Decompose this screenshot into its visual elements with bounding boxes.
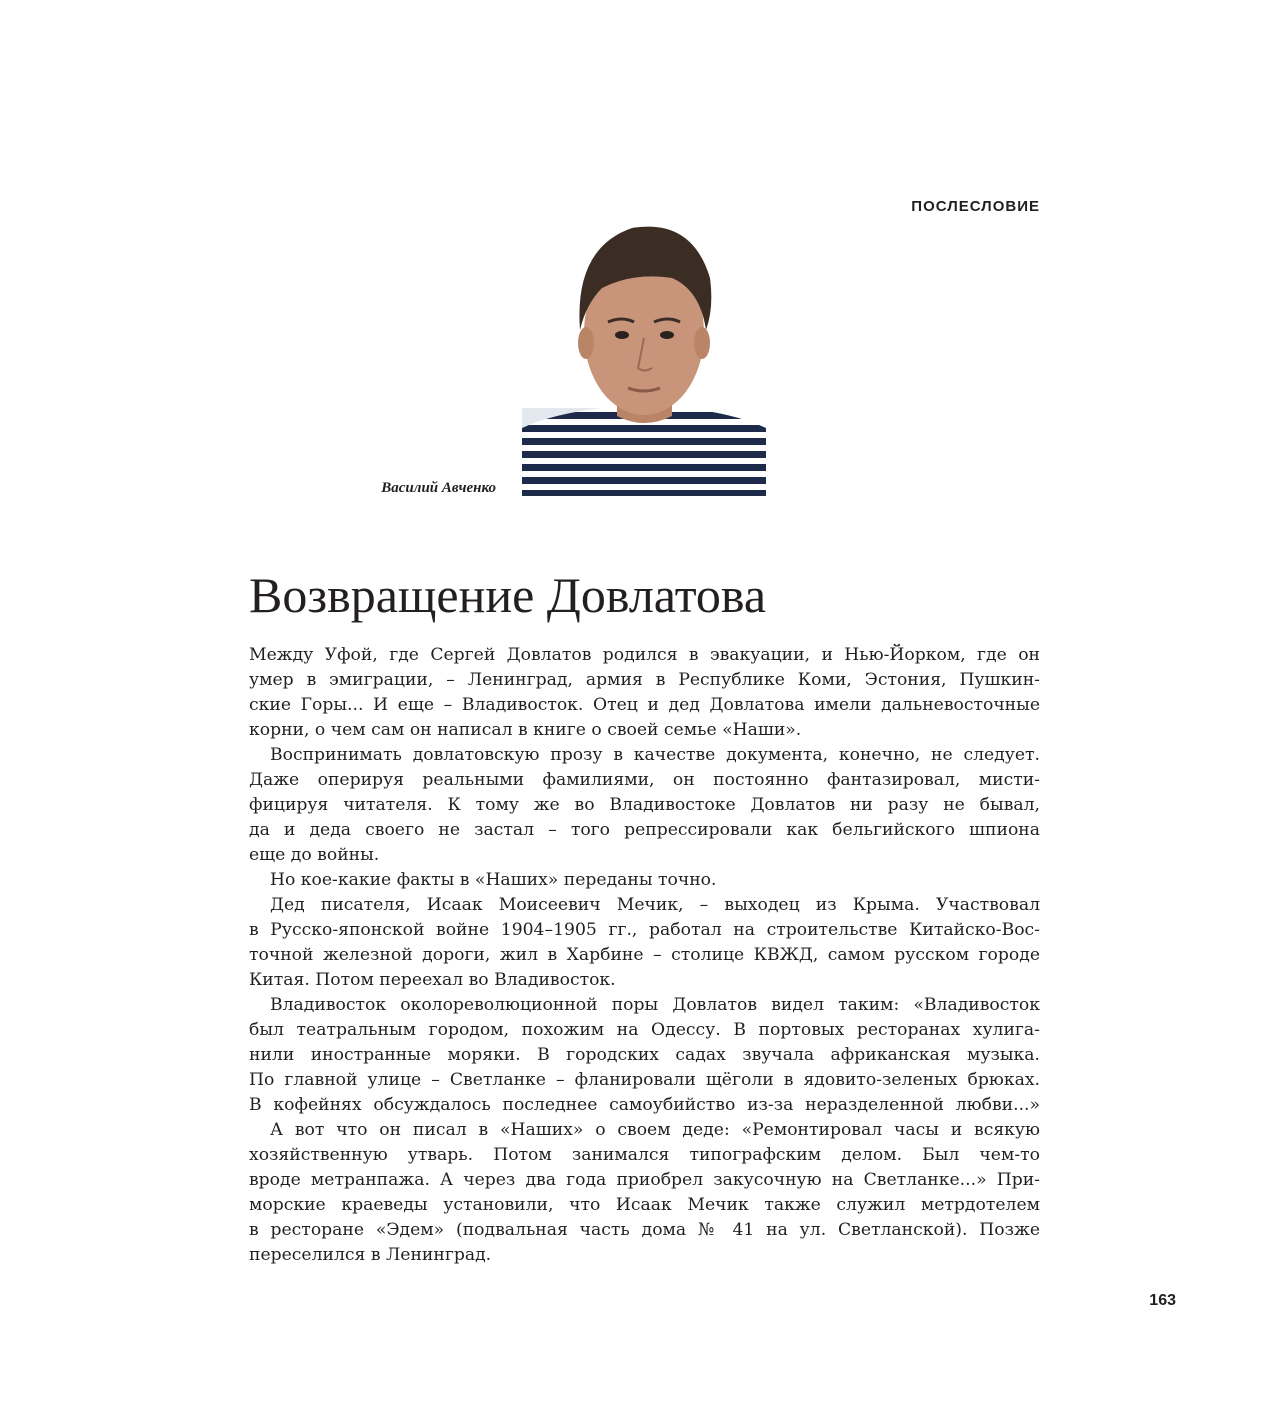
- text-line: был театральным городом, похожим на Одессу. В портовых ресторанах хулига-: [249, 1020, 1040, 1040]
- text-line: Даже оперируя реальными фамилиями, он постоянно фантазировал, мисти-: [249, 770, 1040, 790]
- text-line: Но кое-какие факты в «Наших» переданы точно.: [270, 870, 717, 890]
- text-line: в Русско-японской войне 1904–1905 гг., работал на строительстве Китайско-Вос-: [249, 920, 1040, 940]
- text-line: хозяйственную утварь. Потом занимался типографским делом. Был чем-то: [249, 1145, 1040, 1165]
- article-body: [249, 643, 1040, 1268]
- text-line: переселился в Ленинград.: [249, 1245, 492, 1265]
- text-line: По главной улице – Светланке – фланировали щёголи в ядовито-зеленых брюках.: [249, 1070, 1040, 1090]
- text-line: умер в эмиграции, – Ленинград, армия в Республике Коми, Эстония, Пушкин-: [249, 670, 1040, 690]
- text-line: ские Горы... И еще – Владивосток. Отец и дед Довлатова имели дальневосточные: [249, 695, 1040, 715]
- article-title: Возвращение Довлатова: [249, 567, 767, 623]
- author-caption: Василий Авченко: [381, 480, 496, 496]
- text-line: точной железной дороги, жил в Харбине – столице КВЖД, самом русском городе: [249, 945, 1040, 965]
- text-line: Китая. Потом переехал во Владивосток.: [249, 970, 616, 990]
- text-line: еще до войны.: [249, 845, 380, 865]
- author-photo: [522, 218, 766, 496]
- text-line: Между Уфой, где Сергей Довлатов родился в эвакуации, и Нью-Йорком, где он: [249, 645, 1040, 665]
- text-line: морские краеведы установили, что Исаак Мечик также служил метрдотелем: [249, 1195, 1040, 1215]
- text-line: А вот что он писал в «Наших» о своем деде: «Ремонтировал часы и всякую: [270, 1120, 1040, 1140]
- text-line: да и деда своего не застал – того репрессировали как бельгийского шпиона: [249, 820, 1040, 840]
- text-line: В кофейнях обсуждалось последнее самоубийство из-за неразделенной любви...»: [249, 1095, 1040, 1115]
- text-line: в ресторане «Эдем» (подвальная часть дома № 41 на ул. Светланской). Позже: [249, 1220, 1040, 1240]
- text-line: корни, о чем сам он написал в книге о своей семье «Наши».: [249, 720, 802, 740]
- text-line: нили иностранные моряки. В городских садах звучала африканская музыка.: [249, 1045, 1040, 1065]
- text-line: вроде метранпажа. А через два года приобрел закусочную на Светланке...» При-: [249, 1170, 1040, 1190]
- section-label: ПОСЛЕСЛОВИЕ: [911, 198, 1040, 215]
- text-line: Воспринимать довлатовскую прозу в качестве документа, конечно, не следует.: [270, 745, 1040, 765]
- text-line: Владивосток околореволюционной поры Довлатов видел таким: «Владивосток: [270, 995, 1040, 1015]
- text-line: Дед писателя, Исаак Моисеевич Мечик, – выходец из Крыма. Участвовал: [270, 895, 1040, 915]
- text-line: фицируя читателя. К тому же во Владивостоке Довлатов ни разу не бывал,: [249, 795, 1040, 815]
- page-number: 163: [1149, 1292, 1176, 1309]
